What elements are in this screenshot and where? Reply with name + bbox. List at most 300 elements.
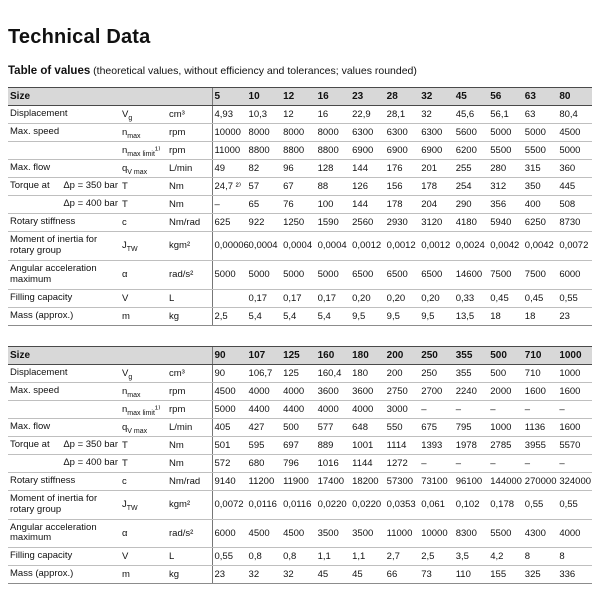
param-unit: rpm: [167, 142, 212, 160]
value-cell: 3600: [350, 382, 385, 400]
value-cell: 355: [454, 364, 489, 382]
value-cell: 4300: [523, 519, 558, 548]
value-cell: 0,0004: [316, 232, 351, 261]
value-cell: 9140: [212, 472, 247, 490]
param-label-cell: [8, 566, 120, 584]
value-cell: 0,33: [454, 289, 489, 307]
param-symbol: c: [120, 472, 167, 490]
value-cell: 280: [488, 160, 523, 178]
param-symbol: $V_g$: [120, 364, 167, 382]
value-cell: 1000: [557, 364, 592, 382]
value-cell: 254: [454, 178, 489, 196]
value-cell: 1590: [316, 214, 351, 232]
value-cell: 0,20: [419, 289, 454, 307]
value-cell: 577: [316, 418, 351, 436]
param-label-cell: [8, 260, 120, 289]
value-cell: 7500: [523, 260, 558, 289]
value-cell: 16: [316, 106, 351, 124]
param-unit: kg: [167, 307, 212, 325]
value-cell: 22,9: [350, 106, 385, 124]
value-cell: 6900: [419, 142, 454, 160]
value-cell: 4000: [316, 400, 351, 418]
value-cell: 427: [247, 418, 282, 436]
value-cell: 4,2: [488, 548, 523, 566]
param-symbol: $J_{TW}$: [120, 490, 167, 519]
value-cell: 0,0072: [557, 232, 592, 261]
size-header-row: [8, 346, 592, 364]
value-cell: 0,55: [557, 289, 592, 307]
value-cell: 4400: [247, 400, 282, 418]
value-cell: 6900: [350, 142, 385, 160]
value-cell: 795: [454, 418, 489, 436]
table-row: [8, 289, 592, 307]
value-cell: 508: [557, 196, 592, 214]
param-label-cell: [8, 307, 120, 325]
value-cell: 32: [247, 566, 282, 584]
value-cell: 8800: [247, 142, 282, 160]
value-cell: 5,4: [316, 307, 351, 325]
param-label: Displacement: [10, 366, 68, 378]
value-cell: 3955: [523, 436, 558, 454]
table-row: [8, 490, 592, 519]
table-row: [8, 196, 592, 214]
table-caption-note: (theoretical values, without efficiency and tolerances; values rounded): [90, 65, 417, 77]
size-column-header: 180: [350, 346, 385, 364]
value-cell: 1144: [350, 454, 385, 472]
value-cell: 0,55: [212, 548, 247, 566]
param-unit: L: [167, 289, 212, 307]
param-symbol: $n_{max}$: [120, 382, 167, 400]
param-label-cell: [8, 364, 120, 382]
value-cell: 0,0024: [454, 232, 489, 261]
value-cell: 4000: [281, 382, 316, 400]
param-symbol: α: [120, 260, 167, 289]
value-cell: 126: [350, 178, 385, 196]
size-column-header: 63: [523, 88, 558, 106]
table-row: [8, 124, 592, 142]
value-cell: 88: [316, 178, 351, 196]
size-column-header: 12: [281, 88, 316, 106]
value-cell: –: [454, 400, 489, 418]
value-cell: 1600: [557, 382, 592, 400]
param-label-cell: [8, 289, 120, 307]
param-label-cell: [8, 548, 120, 566]
value-cell: 0,55: [523, 490, 558, 519]
param-unit: L/min: [167, 418, 212, 436]
value-cell: 2240: [454, 382, 489, 400]
value-cell: 500: [488, 364, 523, 382]
param-label: Mass (approx.): [10, 309, 74, 321]
value-cell: 0,20: [350, 289, 385, 307]
value-cell: 5000: [316, 260, 351, 289]
param-symbol: $J_{TW}$: [120, 232, 167, 261]
value-cell: 1600: [523, 382, 558, 400]
value-cell: 5,4: [247, 307, 282, 325]
value-cell: 204: [419, 196, 454, 214]
param-unit: kgm²: [167, 232, 212, 261]
value-cell: 0,061: [419, 490, 454, 519]
size-column-header: 32: [419, 88, 454, 106]
param-unit: Nm/rad: [167, 214, 212, 232]
value-cell: 9,5: [419, 307, 454, 325]
value-cell: 65: [247, 196, 282, 214]
value-cell: 8300: [454, 519, 489, 548]
value-cell: –: [523, 400, 558, 418]
value-cell: 82: [247, 160, 282, 178]
value-cell: 7500: [488, 260, 523, 289]
param-symbol: $V_g$: [120, 106, 167, 124]
value-cell: 648: [350, 418, 385, 436]
param-unit: kgm²: [167, 490, 212, 519]
value-cell: 8: [557, 548, 592, 566]
value-cell: 96: [281, 160, 316, 178]
table-row: [8, 566, 592, 584]
value-cell: 200: [385, 364, 420, 382]
value-cell: 0,45: [488, 289, 523, 307]
size-column-header: 90: [212, 346, 247, 364]
value-cell: 10000: [419, 519, 454, 548]
value-cell: 1272: [385, 454, 420, 472]
param-label: Max. flow: [10, 162, 51, 174]
value-cell: 1600: [557, 418, 592, 436]
value-cell: 572: [212, 454, 247, 472]
value-cell: 160,4: [316, 364, 351, 382]
table-row: [8, 106, 592, 124]
value-cell: 49: [212, 160, 247, 178]
param-label: Moment of inertia for rotary group: [10, 492, 98, 515]
param-symbol: $n_{max}$: [120, 124, 167, 142]
value-cell: 400: [523, 196, 558, 214]
value-cell: 18: [523, 307, 558, 325]
value-cell: 6200: [454, 142, 489, 160]
value-cell: 9,5: [385, 307, 420, 325]
value-cell: 4,93: [212, 106, 247, 124]
value-cell: 5000: [523, 124, 558, 142]
param-unit: rad/s²: [167, 260, 212, 289]
param-label-cell: [8, 178, 120, 196]
value-cell: 45: [316, 566, 351, 584]
value-cell: 675: [419, 418, 454, 436]
value-cell: 2700: [419, 382, 454, 400]
value-cell: 4500: [557, 124, 592, 142]
value-cell: –: [454, 454, 489, 472]
value-cell: 5570: [557, 436, 592, 454]
value-cell: 1114: [385, 436, 420, 454]
value-cell: 2750: [385, 382, 420, 400]
param-label-cell: [8, 454, 120, 472]
size-column-header: 500: [488, 346, 523, 364]
value-cell: 57: [247, 178, 282, 196]
value-cell: 0,0042: [523, 232, 558, 261]
value-cell: 201: [419, 160, 454, 178]
value-cell: –: [557, 400, 592, 418]
param-label-cell: [8, 472, 120, 490]
param-label-cell: [8, 232, 120, 261]
value-cell: 1978: [454, 436, 489, 454]
value-cell: 14600: [454, 260, 489, 289]
value-cell: 550: [385, 418, 420, 436]
value-cell: 312: [488, 178, 523, 196]
value-cell: 350: [523, 178, 558, 196]
value-cell: 3120: [419, 214, 454, 232]
value-cell: 595: [247, 436, 282, 454]
value-cell: 3,5: [454, 548, 489, 566]
param-label: Max. speed: [10, 126, 60, 138]
param-label: Max. flow: [10, 420, 51, 432]
value-cell: 2560: [350, 214, 385, 232]
value-cell: 270000: [523, 472, 558, 490]
param-label: Rotary stiffness: [10, 474, 76, 486]
param-sublabel: Δp = 350 bar: [63, 438, 118, 450]
value-cell: 0,17: [316, 289, 351, 307]
value-cell: 356: [488, 196, 523, 214]
param-label-cell: [8, 490, 120, 519]
value-cell: 5000: [247, 260, 282, 289]
size-column-header: 160: [316, 346, 351, 364]
size-column-header: 56: [488, 88, 523, 106]
param-label-cell: [8, 418, 120, 436]
value-cell: 2930: [385, 214, 420, 232]
value-cell: 405: [212, 418, 247, 436]
table-row: [8, 436, 592, 454]
value-cell: 10000: [212, 124, 247, 142]
value-cell: 1016: [316, 454, 351, 472]
value-cell: 1393: [419, 436, 454, 454]
param-label-cell: [8, 106, 120, 124]
value-cell: 0,0220: [350, 490, 385, 519]
size-column-header: 1000: [557, 346, 592, 364]
value-cell: 680: [247, 454, 282, 472]
value-cell: 290: [454, 196, 489, 214]
param-unit: Nm/rad: [167, 472, 212, 490]
size-column-header: 710: [523, 346, 558, 364]
param-label-cell: [8, 436, 120, 454]
value-cell: –: [488, 454, 523, 472]
value-cell: 5000: [557, 142, 592, 160]
size-column-header: 23: [350, 88, 385, 106]
size-column-header: 107: [247, 346, 282, 364]
value-cell: 0,0012: [385, 232, 420, 261]
value-cell: 445: [557, 178, 592, 196]
size-column-header: 355: [454, 346, 489, 364]
param-symbol: $n_{max limit}^{1)}$: [120, 142, 167, 160]
value-cell: 3000: [385, 400, 420, 418]
value-cell: 100: [316, 196, 351, 214]
value-cell: 5600: [454, 124, 489, 142]
value-cell: 2,7: [385, 548, 420, 566]
param-label: Rotary stiffness: [10, 216, 76, 228]
param-symbol: V: [120, 548, 167, 566]
param-symbol: m: [120, 566, 167, 584]
value-cell: 11000: [385, 519, 420, 548]
value-cell: 13,5: [454, 307, 489, 325]
value-cell: 23: [212, 566, 247, 584]
value-cell: 128: [316, 160, 351, 178]
value-cell: –: [419, 400, 454, 418]
value-cell: 325: [523, 566, 558, 584]
table-row: [8, 472, 592, 490]
value-cell: 1001: [350, 436, 385, 454]
param-symbol: c: [120, 214, 167, 232]
value-cell: 76: [281, 196, 316, 214]
value-cell: 5500: [523, 142, 558, 160]
value-cell: 5000: [281, 260, 316, 289]
table-caption: [8, 65, 592, 77]
value-cell: 1000: [488, 418, 523, 436]
value-cell: 24,7 ²⁾: [212, 178, 247, 196]
table-caption-bold: Table of values: [8, 65, 91, 77]
table-row: [8, 519, 592, 548]
size-header-label: Size: [8, 346, 212, 364]
param-unit: rad/s²: [167, 519, 212, 548]
value-cell: 106,7: [247, 364, 282, 382]
param-label-cell: [8, 382, 120, 400]
value-cell: 6300: [350, 124, 385, 142]
value-cell: 0,0116: [281, 490, 316, 519]
param-unit: cm³: [167, 364, 212, 382]
value-cell: 4500: [247, 519, 282, 548]
param-symbol: $n_{max limit}^{1)}$: [120, 400, 167, 418]
size-column-header: 5: [212, 88, 247, 106]
value-cell: 0,20: [385, 289, 420, 307]
size-header-label: Size: [8, 88, 212, 106]
value-cell: 0,00006: [212, 232, 247, 261]
value-cell: 45: [350, 566, 385, 584]
value-cell: 8800: [316, 142, 351, 160]
value-cell: 710: [523, 364, 558, 382]
value-cell: 176: [385, 160, 420, 178]
table-row: [8, 418, 592, 436]
size-column-header: 250: [419, 346, 454, 364]
value-cell: 0,0116: [247, 490, 282, 519]
value-cell: 6500: [350, 260, 385, 289]
value-cell: 5000: [212, 400, 247, 418]
value-cell: 0,17: [281, 289, 316, 307]
param-label: Filling capacity: [10, 550, 73, 562]
value-cell: 255: [454, 160, 489, 178]
value-cell: 32: [419, 106, 454, 124]
value-cell: 5500: [488, 142, 523, 160]
value-cell: 11200: [247, 472, 282, 490]
value-cell: –: [419, 454, 454, 472]
value-cell: 57300: [385, 472, 420, 490]
value-cell: 125: [281, 364, 316, 382]
param-unit: L/min: [167, 160, 212, 178]
value-cell: 0,0042: [488, 232, 523, 261]
value-cell: 4180: [454, 214, 489, 232]
value-cell: –: [557, 454, 592, 472]
size-column-header: 80: [557, 88, 592, 106]
value-cell: 5500: [488, 519, 523, 548]
param-unit: rpm: [167, 400, 212, 418]
param-label: Angular acceleration maximum: [10, 262, 97, 285]
value-cell: 6500: [385, 260, 420, 289]
value-cell: 9,5: [350, 307, 385, 325]
value-cell: 6300: [385, 124, 420, 142]
value-cell: 6000: [212, 519, 247, 548]
value-cell: 178: [385, 196, 420, 214]
value-cell: 2,5: [419, 548, 454, 566]
param-label: Max. speed: [10, 384, 60, 396]
value-cell: 336: [557, 566, 592, 584]
value-cell: 23: [557, 307, 592, 325]
table-row: [8, 232, 592, 261]
value-cell: 360: [557, 160, 592, 178]
value-cell: 8: [523, 548, 558, 566]
value-cell: 0,0012: [350, 232, 385, 261]
param-unit: rpm: [167, 382, 212, 400]
value-cell: 11900: [281, 472, 316, 490]
value-cell: 4500: [212, 382, 247, 400]
value-cell: 178: [419, 178, 454, 196]
param-symbol: m: [120, 307, 167, 325]
value-cell: 63: [523, 106, 558, 124]
value-cell: 0,102: [454, 490, 489, 519]
value-cell: 6900: [385, 142, 420, 160]
value-cell: 5940: [488, 214, 523, 232]
value-cell: –: [488, 400, 523, 418]
tables-container: [8, 87, 592, 584]
size-column-header: 200: [385, 346, 420, 364]
param-label: Mass (approx.): [10, 568, 74, 580]
value-cell: 5000: [212, 260, 247, 289]
value-cell: 2785: [488, 436, 523, 454]
table-row: [8, 214, 592, 232]
value-cell: 5000: [488, 124, 523, 142]
value-cell: 45,6: [454, 106, 489, 124]
value-cell: 8730: [557, 214, 592, 232]
value-cell: 18200: [350, 472, 385, 490]
value-cell: 1,1: [350, 548, 385, 566]
size-column-header: 28: [385, 88, 420, 106]
value-cell: 10,3: [247, 106, 282, 124]
value-cell: 66: [385, 566, 420, 584]
value-cell: –: [523, 454, 558, 472]
param-label: Displacement: [10, 108, 68, 120]
value-cell: 1136: [523, 418, 558, 436]
page-title: Technical Data: [8, 26, 151, 48]
value-cell: 0,0004: [281, 232, 316, 261]
size-column-header: 16: [316, 88, 351, 106]
value-cell: 4000: [557, 519, 592, 548]
size-header-row: [8, 88, 592, 106]
value-cell: 96100: [454, 472, 489, 490]
value-cell: 6300: [419, 124, 454, 142]
value-cell: 0,0220: [316, 490, 351, 519]
value-cell: 2,5: [212, 307, 247, 325]
value-cell: 6500: [419, 260, 454, 289]
value-cell: 324000: [557, 472, 592, 490]
param-label-cell: [8, 124, 120, 142]
value-cell: 3500: [316, 519, 351, 548]
param-unit: Nm: [167, 454, 212, 472]
size-column-header: 10: [247, 88, 282, 106]
param-symbol: T: [120, 454, 167, 472]
param-symbol: α: [120, 519, 167, 548]
param-label-cell: [8, 519, 120, 548]
param-unit: rpm: [167, 124, 212, 142]
value-cell: 8000: [247, 124, 282, 142]
value-cell: 90: [212, 364, 247, 382]
param-label-cell: [8, 160, 120, 178]
value-cell: [212, 289, 247, 307]
value-cell: 12: [281, 106, 316, 124]
value-cell: 144: [350, 160, 385, 178]
value-cell: 889: [316, 436, 351, 454]
value-cell: –: [212, 196, 247, 214]
value-cell: 56,1: [488, 106, 523, 124]
value-cell: 4000: [247, 382, 282, 400]
